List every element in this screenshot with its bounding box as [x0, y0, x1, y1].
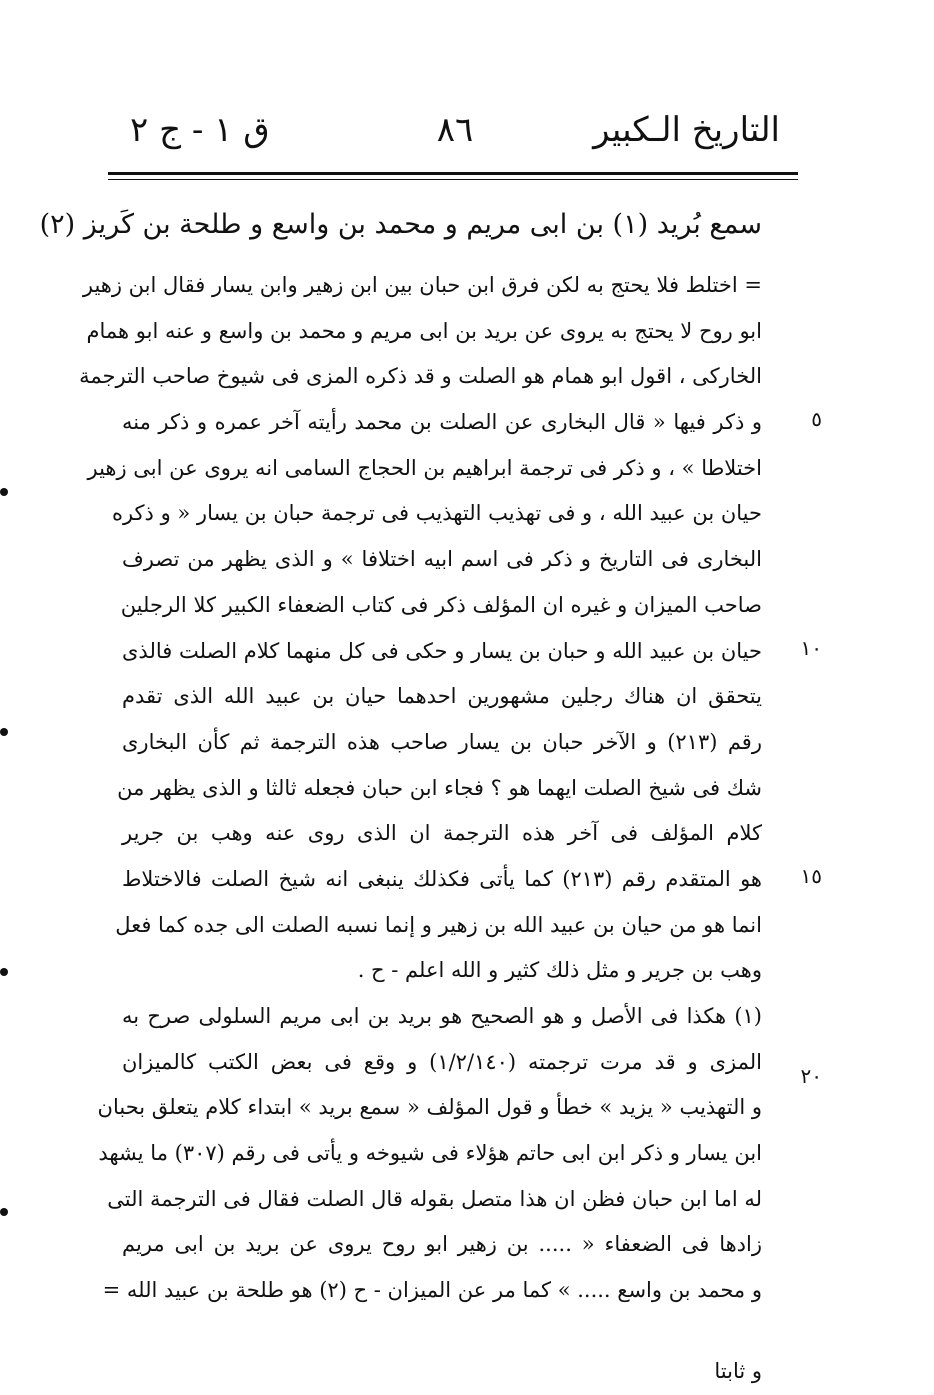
text-line: صاحب الميزان و غيره ان المؤلف ذكر فى كتاب الضعفاء الكبير كلا الرجلين [120, 592, 762, 617]
text-line: هو المتقدم رقم (٢١٣) كما يأتى فكذلك ينبغى انه شيخ الصلت فالاختلاط [122, 866, 762, 891]
text-line: شك فى شيخ الصلت ايهما هو ؟ فجاء ابن حبان فجعله ثالثا و الذى يظهر من [117, 775, 762, 800]
header-rule-thick [108, 172, 798, 175]
text-line: و محمد بن واسع ..... » كما مر عن الميزان - ح (٢) هو طلحة بن عبيد الله = [102, 1278, 762, 1303]
margin-mark [0, 488, 8, 496]
margin-mark [0, 728, 8, 736]
footnote-text [79, 263, 762, 1395]
running-title: التاريخ الـكبير [593, 110, 780, 150]
volume-part: ق ١ - ج ٢ [130, 110, 270, 150]
text-line: يتحقق ان هناك رجلين مشهورين احدهما حيان بن عبيد الله الذى تقدم [122, 684, 762, 709]
entry-continuation-line: سمع بُريد (١) بن ابى مريم و محمد بن واسع و طلحة بن كَريز (٢) [39, 209, 762, 240]
line-number: ١٥ [800, 864, 822, 888]
text-line: انما هو من حيان بن عبيد الله بن زهير و إنما نسبه الصلت الى جده كما فعل [115, 912, 762, 937]
margin-mark [0, 1208, 8, 1216]
text-line: كلام المؤلف فى آخر هذه الترجمة ان الذى روى عنه وهب بن جرير [122, 821, 762, 846]
text-line: وهب بن جرير و مثل ذلك كثير و الله اعلم - ح . [357, 958, 762, 983]
text-line: حيان بن عبيد الله و حبان بن يسار و حكى فى كل منهما كلام الصلت فالذى [122, 638, 762, 663]
line-number: ٢٠ [800, 1064, 822, 1088]
margin-mark [0, 968, 8, 976]
text-line: الخاركى ، اقول ابو همام هو الصلت و قد ذكره المزى فى شيوخ صاحب الترجمة [79, 364, 762, 389]
text-line: زادها فى الضعفاء « ..... بن زهير ابو روح يروى عن بريد بن ابى مريم [122, 1232, 762, 1257]
page-header [130, 110, 780, 160]
header-rule-thin [108, 179, 798, 180]
text-line: البخارى فى التاريخ و ذكر فى اسم ابيه اختلافا » و الذى يظهر من تصرف [122, 547, 762, 572]
text-line: المزى و قد مرت ترجمته (١/٢/١٤٠) و وقع فى بعض الكتب كالميزان [122, 1049, 762, 1074]
text-line: ابن يسار و ذكر ابن ابى حاتم هؤلاء فى شيوخه و يأتى فى رقم (٣٠٧) ما يشهد [98, 1141, 762, 1166]
page-number: ٨٦ [436, 110, 474, 150]
text-line: له اما ابن حبان فظن ان هذا متصل بقوله قال الصلت فقال فى الترجمة التى [107, 1186, 762, 1211]
line-number: ١٠ [800, 636, 822, 660]
catchword: و ثابتا [714, 1358, 762, 1383]
text-line: = اختلط فلا يحتج به لكن فرق ابن حبان بين ابن زهير وابن يسار فقال ابن زهير [82, 273, 762, 297]
text-line: ابو روح لا يحتج به يروى عن بريد بن ابى مريم و محمد بن واسع و عنه ابو همام [86, 318, 762, 343]
text-line: حيان بن عبيد الله ، و فى تهذيب التهذيب فى ترجمة حبان بن يسار « و ذكره [111, 501, 762, 526]
line-number: ٥ [811, 407, 822, 431]
text-line: و التهذيب « يزيد » خطأ و قول المؤلف « سمع بريد » ابتداء كلام يتعلق بحبان [97, 1095, 762, 1120]
text-line: اختلاطا » ، و ذكر فى ترجمة ابراهيم بن الحجاج السامى انه يروى عن ابى زهير [87, 455, 762, 480]
text-line: رقم (٢١٣) و الآخر حبان بن يسار صاحب هذه الترجمة ثم كأن البخارى [122, 729, 762, 754]
text-line: (١) هكذا فى الأصل و هو الصحيح هو بريد بن ابى مريم السلولى صرح به [122, 1004, 762, 1028]
text-line: و ذكر فيها « قال البخارى عن الصلت بن محمد رأيته آخر عمره و ذكر منه [122, 410, 762, 435]
